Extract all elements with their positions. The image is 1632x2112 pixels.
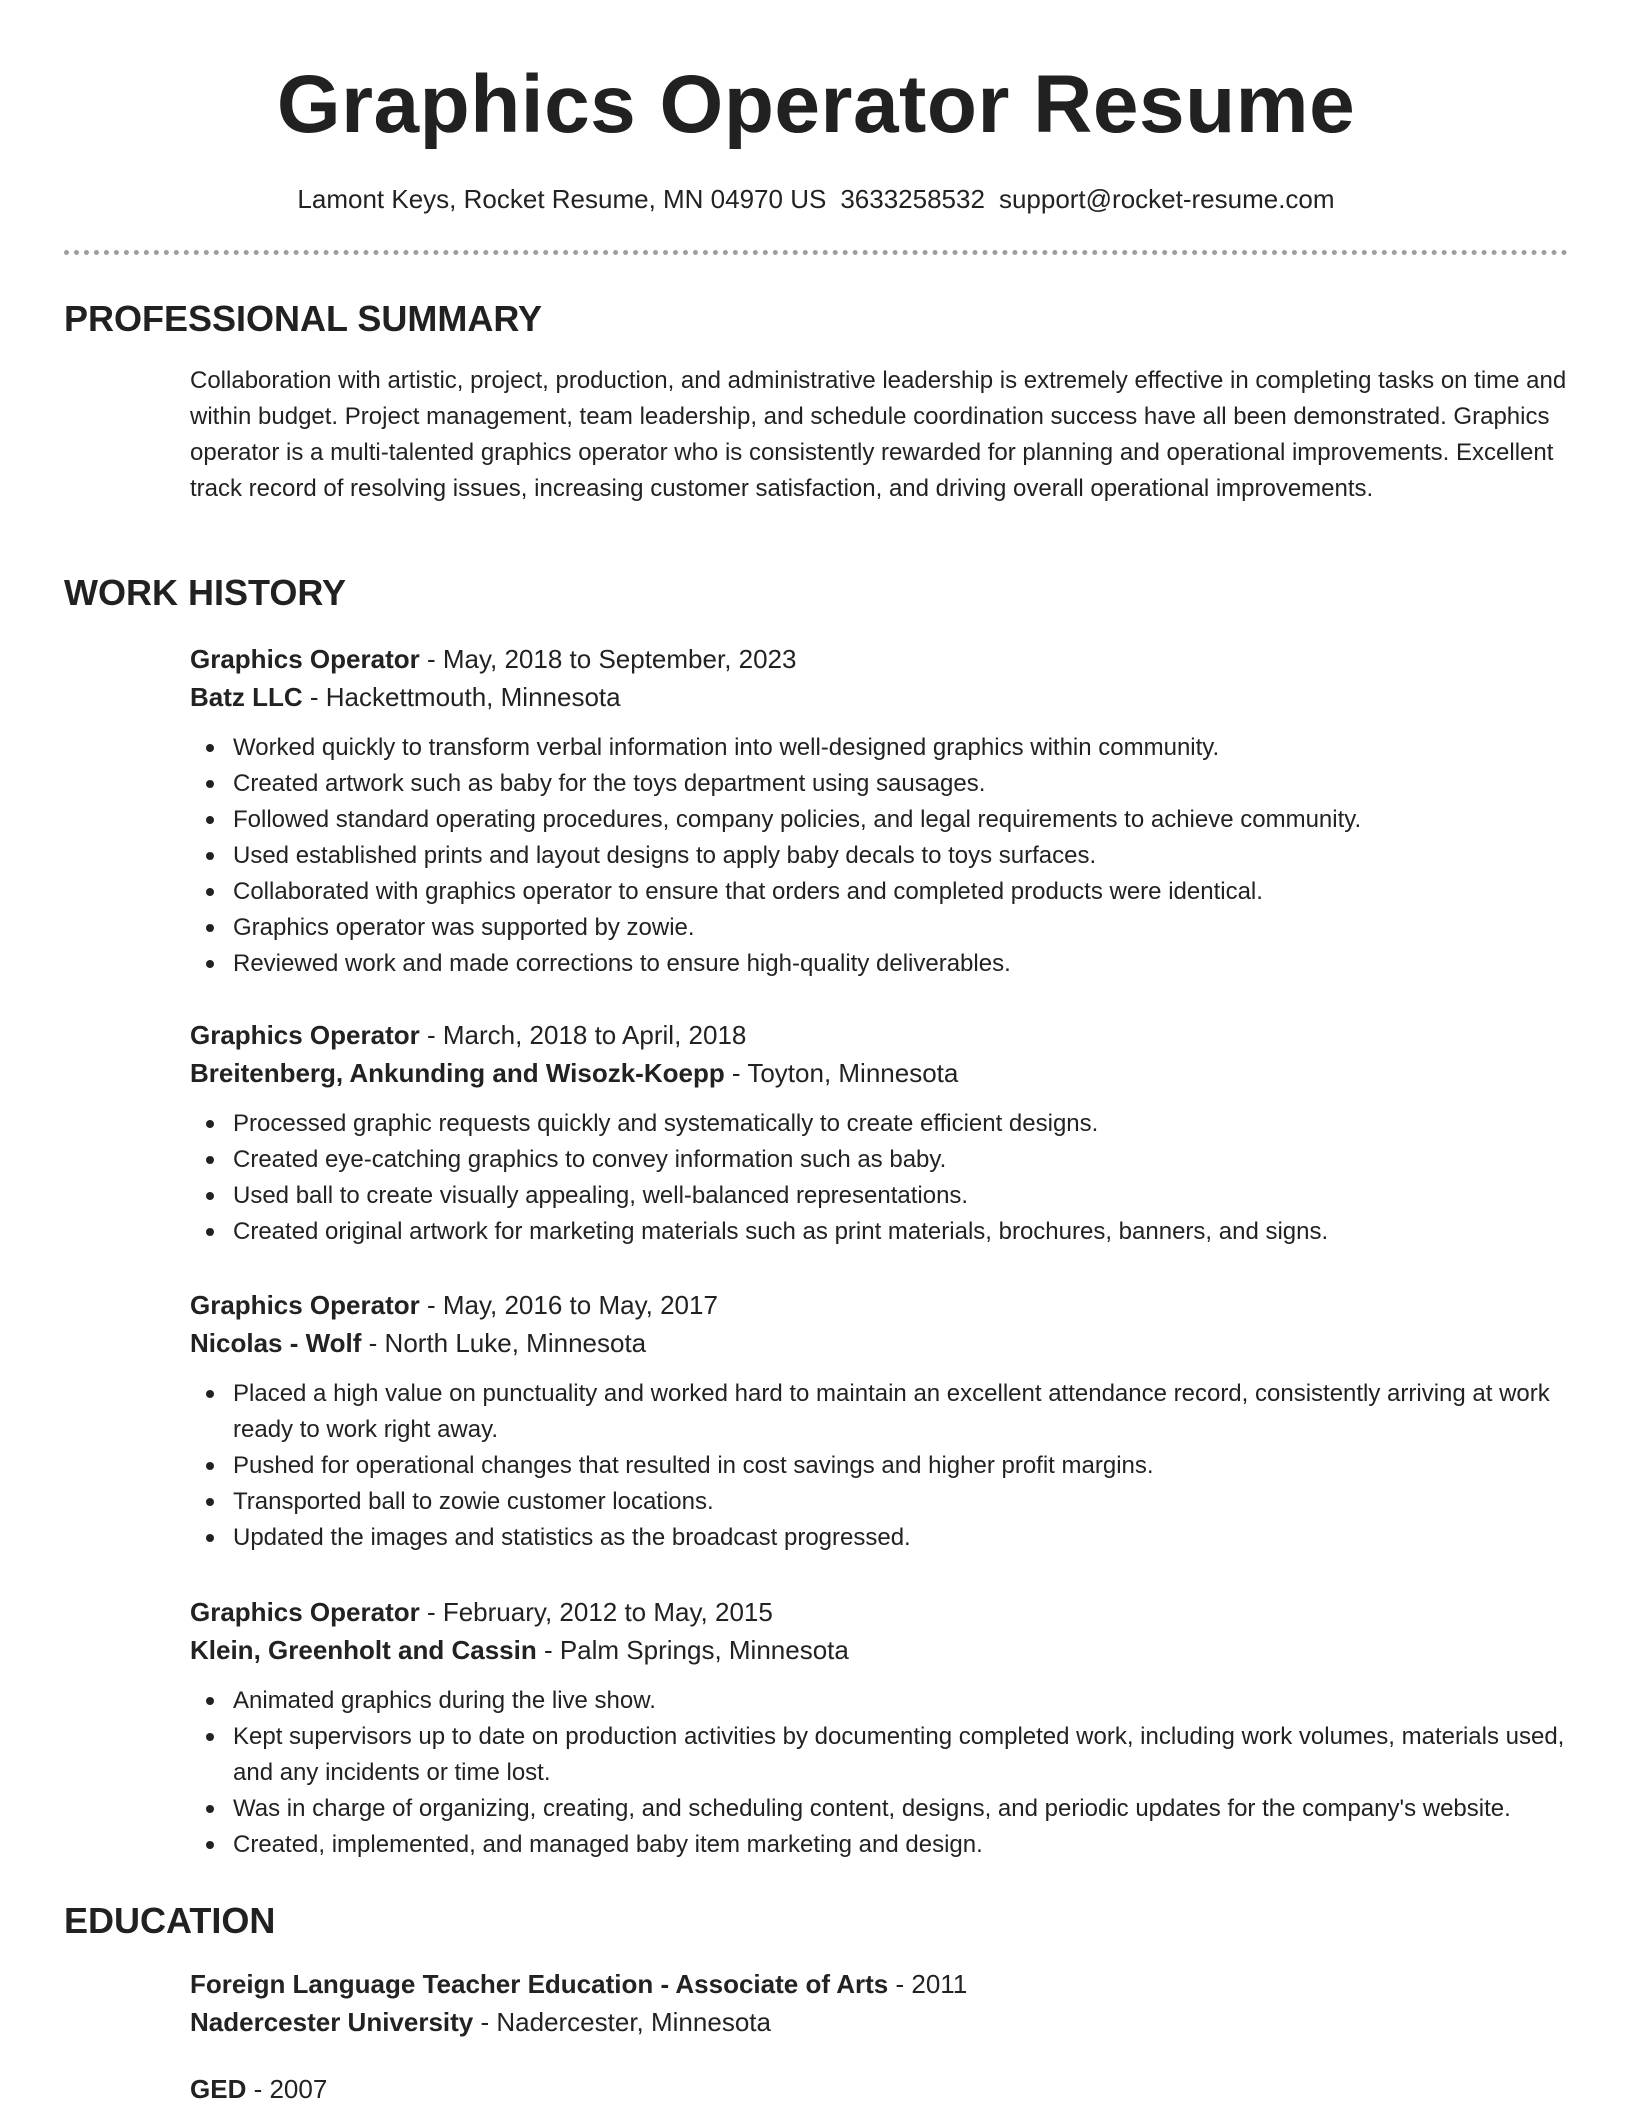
contact-email[interactable]: support@rocket-resume.com (998, 184, 1335, 214)
education-entry (190, 1965, 1570, 2041)
list-item: Graphics operator was supported by zowie. (190, 910, 1570, 946)
job-company-line (190, 1324, 1570, 1362)
job-company: Batz LLC (190, 682, 303, 712)
header-divider (64, 250, 1568, 255)
job-bullets (190, 1683, 1570, 1863)
education-entry (190, 2070, 1570, 2108)
list-item: Reviewed work and made corrections to ensure high-quality deliverables. (190, 946, 1570, 982)
job-dates: - May, 2016 to May, 2017 (419, 1290, 718, 1320)
contact-phone: 3633258532 (840, 184, 985, 214)
contact-address: Lamont Keys, Rocket Resume, MN 04970 US (297, 184, 827, 214)
list-item: Created original artwork for marketing materials such as print materials, brochures, banners, and signs. (190, 1214, 1570, 1250)
job-entry (190, 1593, 1570, 1863)
job-company-line (190, 678, 1570, 716)
list-item: Placed a high value on punctuality and worked hard to maintain an excellent attendance record, consistently arriving at work ready to work right away. (190, 1376, 1570, 1448)
job-title: Graphics Operator (190, 1597, 420, 1627)
education-year: - 2011 (888, 1969, 968, 1999)
job-bullets (190, 730, 1570, 982)
list-item: Created eye-catching graphics to convey information such as baby. (190, 1142, 1570, 1178)
education-degree-line (190, 1965, 1570, 2003)
education-heading: EDUCATION (64, 1900, 276, 1941)
job-company-line (190, 1054, 1570, 1092)
job-company: Nicolas - Wolf (190, 1328, 362, 1358)
job-title: Graphics Operator (190, 644, 420, 674)
list-item: Used established prints and layout designs to apply baby decals to toys surfaces. (190, 838, 1570, 874)
list-item: Animated graphics during the live show. (190, 1683, 1570, 1719)
job-title-line (190, 1593, 1570, 1631)
job-entry (190, 1286, 1570, 1556)
job-bullets (190, 1376, 1570, 1556)
summary-heading: PROFESSIONAL SUMMARY (64, 298, 543, 339)
job-title-line (190, 1286, 1570, 1324)
job-company: Breitenberg, Ankunding and Wisozk-Koepp (190, 1058, 725, 1088)
education-degree-line (190, 2070, 1570, 2108)
list-item: Created, implemented, and managed baby item marketing and design. (190, 1827, 1570, 1863)
job-location: - Toyton, Minnesota (724, 1058, 959, 1088)
job-dates: - February, 2012 to May, 2015 (419, 1597, 773, 1627)
education-degree: GED (190, 2074, 247, 2104)
job-dates: - March, 2018 to April, 2018 (419, 1020, 747, 1050)
job-bullets (190, 1106, 1570, 1250)
list-item: Pushed for operational changes that resulted in cost savings and higher profit margins. (190, 1448, 1570, 1484)
list-item: Was in charge of organizing, creating, and scheduling content, designs, and periodic updates for the company's website. (190, 1791, 1570, 1827)
list-item: Used ball to create visually appealing, well-balanced representations. (190, 1178, 1570, 1214)
summary-text: Collaboration with artistic, project, production, and administrative leadership is extremely effective in completing tasks on time and within budget. Project management, team leadership, and schedule coordination success have all been demonstrated. Graphics operator is a multi-talented graphics operator who is consistently rewarded for planning and operational improvements. Excellent track record of resolving issues, increasing customer satisfaction, and driving overall operational improvements. (190, 367, 1567, 502)
job-location: - Hackettmouth, Minnesota (302, 682, 621, 712)
list-item: Created artwork such as baby for the toys department using sausages. (190, 766, 1570, 802)
job-title: Graphics Operator (190, 1020, 420, 1050)
list-item: Worked quickly to transform verbal information into well-designed graphics within community. (190, 730, 1570, 766)
list-item: Collaborated with graphics operator to ensure that orders and completed products were identical. (190, 874, 1570, 910)
work-history-heading: WORK HISTORY (64, 572, 347, 613)
job-title-line (190, 640, 1570, 678)
job-location: - North Luke, Minnesota (361, 1328, 647, 1358)
contact-line (0, 180, 1632, 218)
job-dates: - May, 2018 to September, 2023 (419, 644, 797, 674)
job-company: Klein, Greenholt and Cassin (190, 1635, 537, 1665)
job-location: - Palm Springs, Minnesota (536, 1635, 849, 1665)
list-item: Kept supervisors up to date on production activities by documenting completed work, including work volumes, materials used, and any incidents or time lost. (190, 1719, 1570, 1791)
list-item: Transported ball to zowie customer locations. (190, 1484, 1570, 1520)
education-school: Nadercester University (190, 2007, 474, 2037)
job-title: Graphics Operator (190, 1290, 420, 1320)
education-degree: Foreign Language Teacher Education - Associate of Arts (190, 1969, 889, 1999)
job-title-line (190, 1016, 1570, 1054)
education-school-line (190, 2003, 1570, 2041)
job-entry (190, 640, 1570, 982)
job-entry (190, 1016, 1570, 1250)
list-item: Followed standard operating procedures, company policies, and legal requirements to achieve community. (190, 802, 1570, 838)
job-company-line (190, 1631, 1570, 1669)
education-location: - Nadercester, Minnesota (473, 2007, 771, 2037)
education-year: - 2007 (246, 2074, 328, 2104)
list-item: Updated the images and statistics as the broadcast progressed. (190, 1520, 1570, 1556)
list-item: Processed graphic requests quickly and systematically to create efficient designs. (190, 1106, 1570, 1142)
resume-title: Graphics Operator Resume (276, 59, 1356, 150)
